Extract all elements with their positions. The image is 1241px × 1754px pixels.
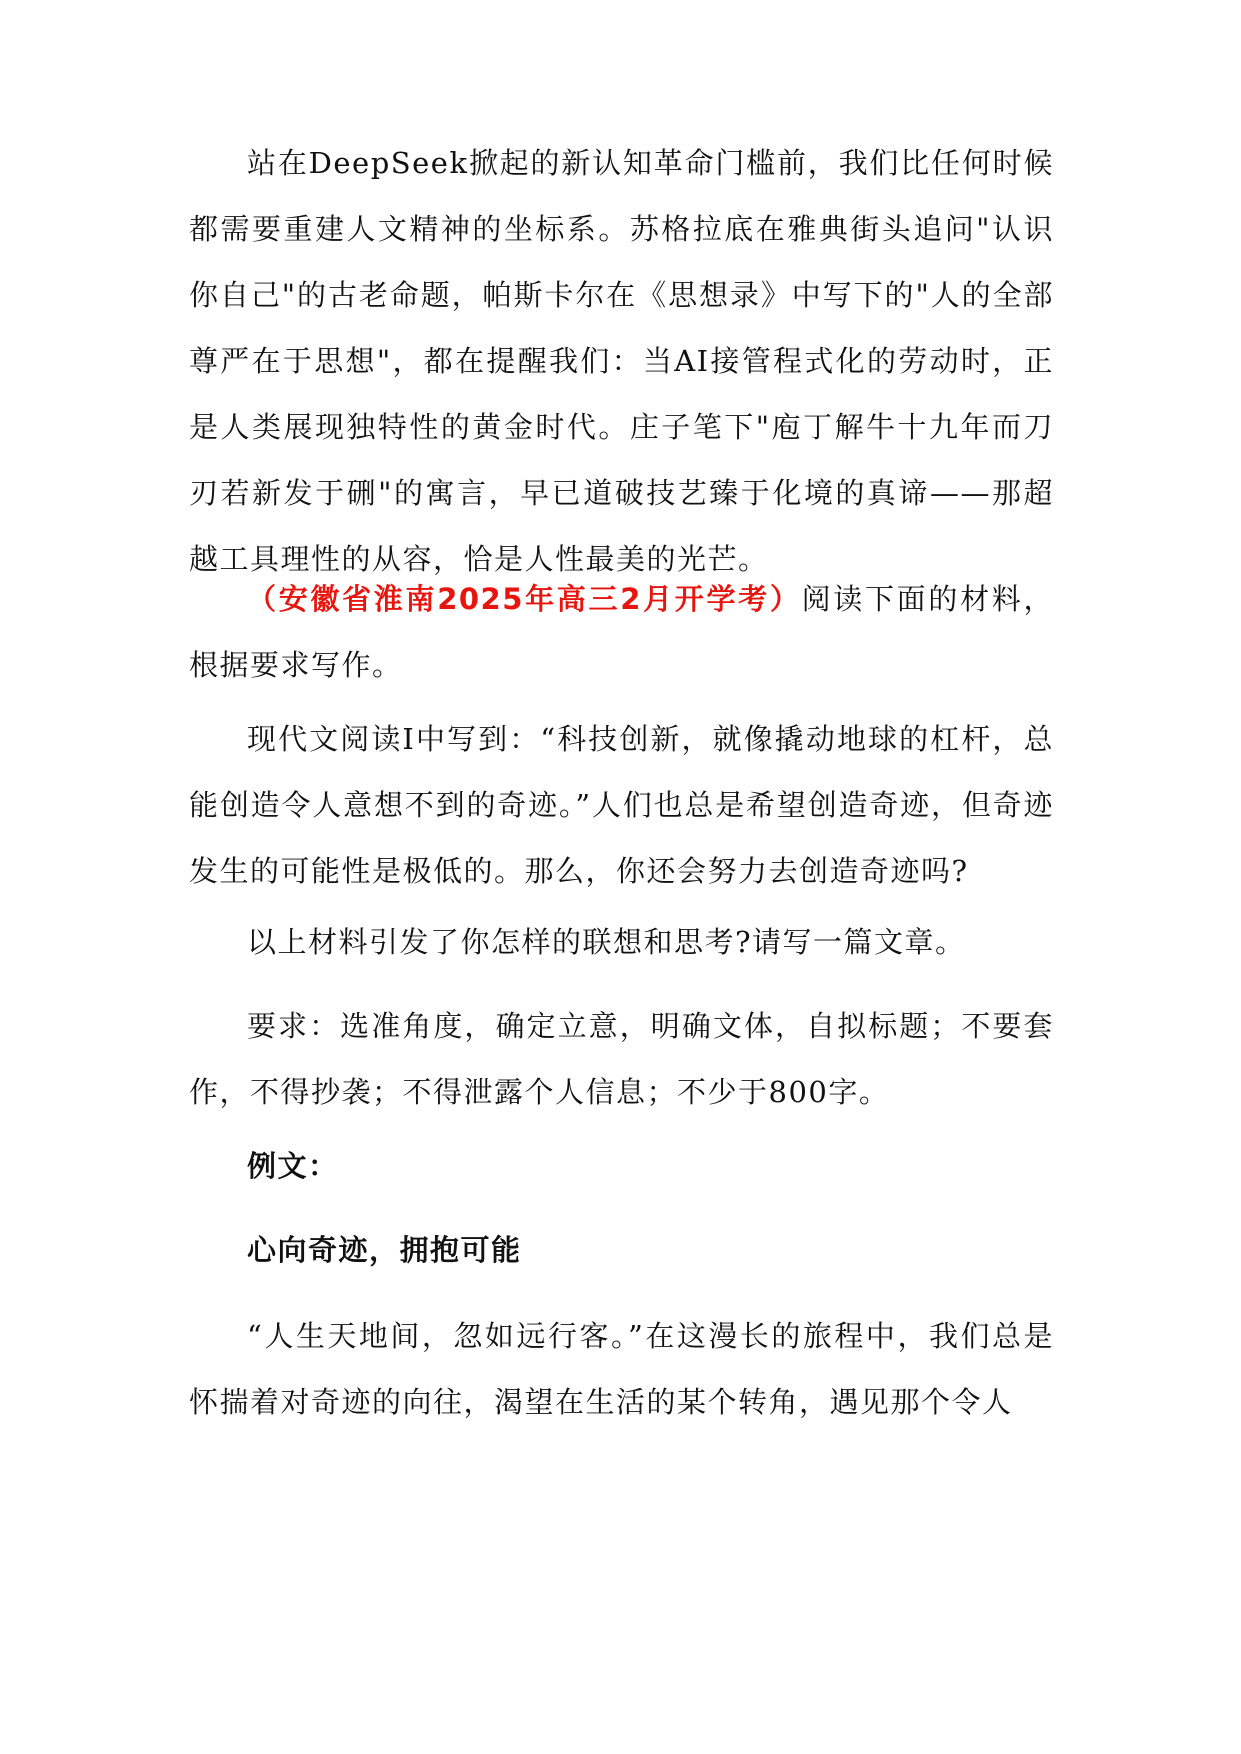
essay-opening	[189, 1303, 1054, 1435]
essay-title-block	[189, 1217, 1054, 1283]
exam-source: （安徽省淮南2025年高三2月开学考）	[247, 582, 802, 616]
question-text: 以上材料引发了你怎样的联想和思考?请写一篇文章。	[247, 925, 966, 959]
requirements-text: 要求：选准角度，确定立意，明确文体，自拟标题；不要套作，不得抄袭；不得泄露个人信息；不少于800字。	[189, 1009, 1054, 1109]
example-label-block	[189, 1133, 1054, 1199]
paragraph-material	[189, 706, 1054, 904]
intro-text: 站在DeepSeek掀起的新认知革命门槛前，我们比任何时候都需要重建人文精神的坐标系。苏格拉底在雅典街头追问"认识你自己"的古老命题，帕斯卡尔在《思想录》中写下的"人的全部尊严在于思想"，都在提醒我们：当AI接管程式化的劳动时，正是人类展现独特性的黄金时代。庄子笔下"庖丁解牛十九年而刀刃若新发于硎"的寓言，早已道破技艺臻于化境的真谛——那超越工具理性的从容，恰是人性最美的光芒。	[189, 146, 1054, 576]
essay-opening-text: “人生天地间，忽如远行客。”在这漫长的旅程中，我们总是怀揣着对奇迹的向往，渴望在生活的某个转角，遇见那个令人	[189, 1319, 1054, 1419]
paragraph-question	[189, 909, 1054, 975]
prompt-instruction: 阅读下面的材料，根据要求写作。	[189, 582, 1054, 682]
prompt-text	[189, 566, 1054, 698]
paragraph-requirements	[189, 993, 1054, 1125]
paragraph-prompt	[189, 566, 1054, 698]
material-text: 现代文阅读Ⅰ中写到：“科技创新，就像撬动地球的杠杆，总能创造令人意想不到的奇迹。”人们也总是希望创造奇迹，但奇迹发生的可能性是极低的。那么，你还会努力去创造奇迹吗?	[189, 722, 1054, 888]
paragraph-intro	[189, 130, 1054, 592]
essay-title: 心向奇迹，拥抱可能	[247, 1233, 522, 1267]
example-label: 例文：	[247, 1149, 339, 1183]
